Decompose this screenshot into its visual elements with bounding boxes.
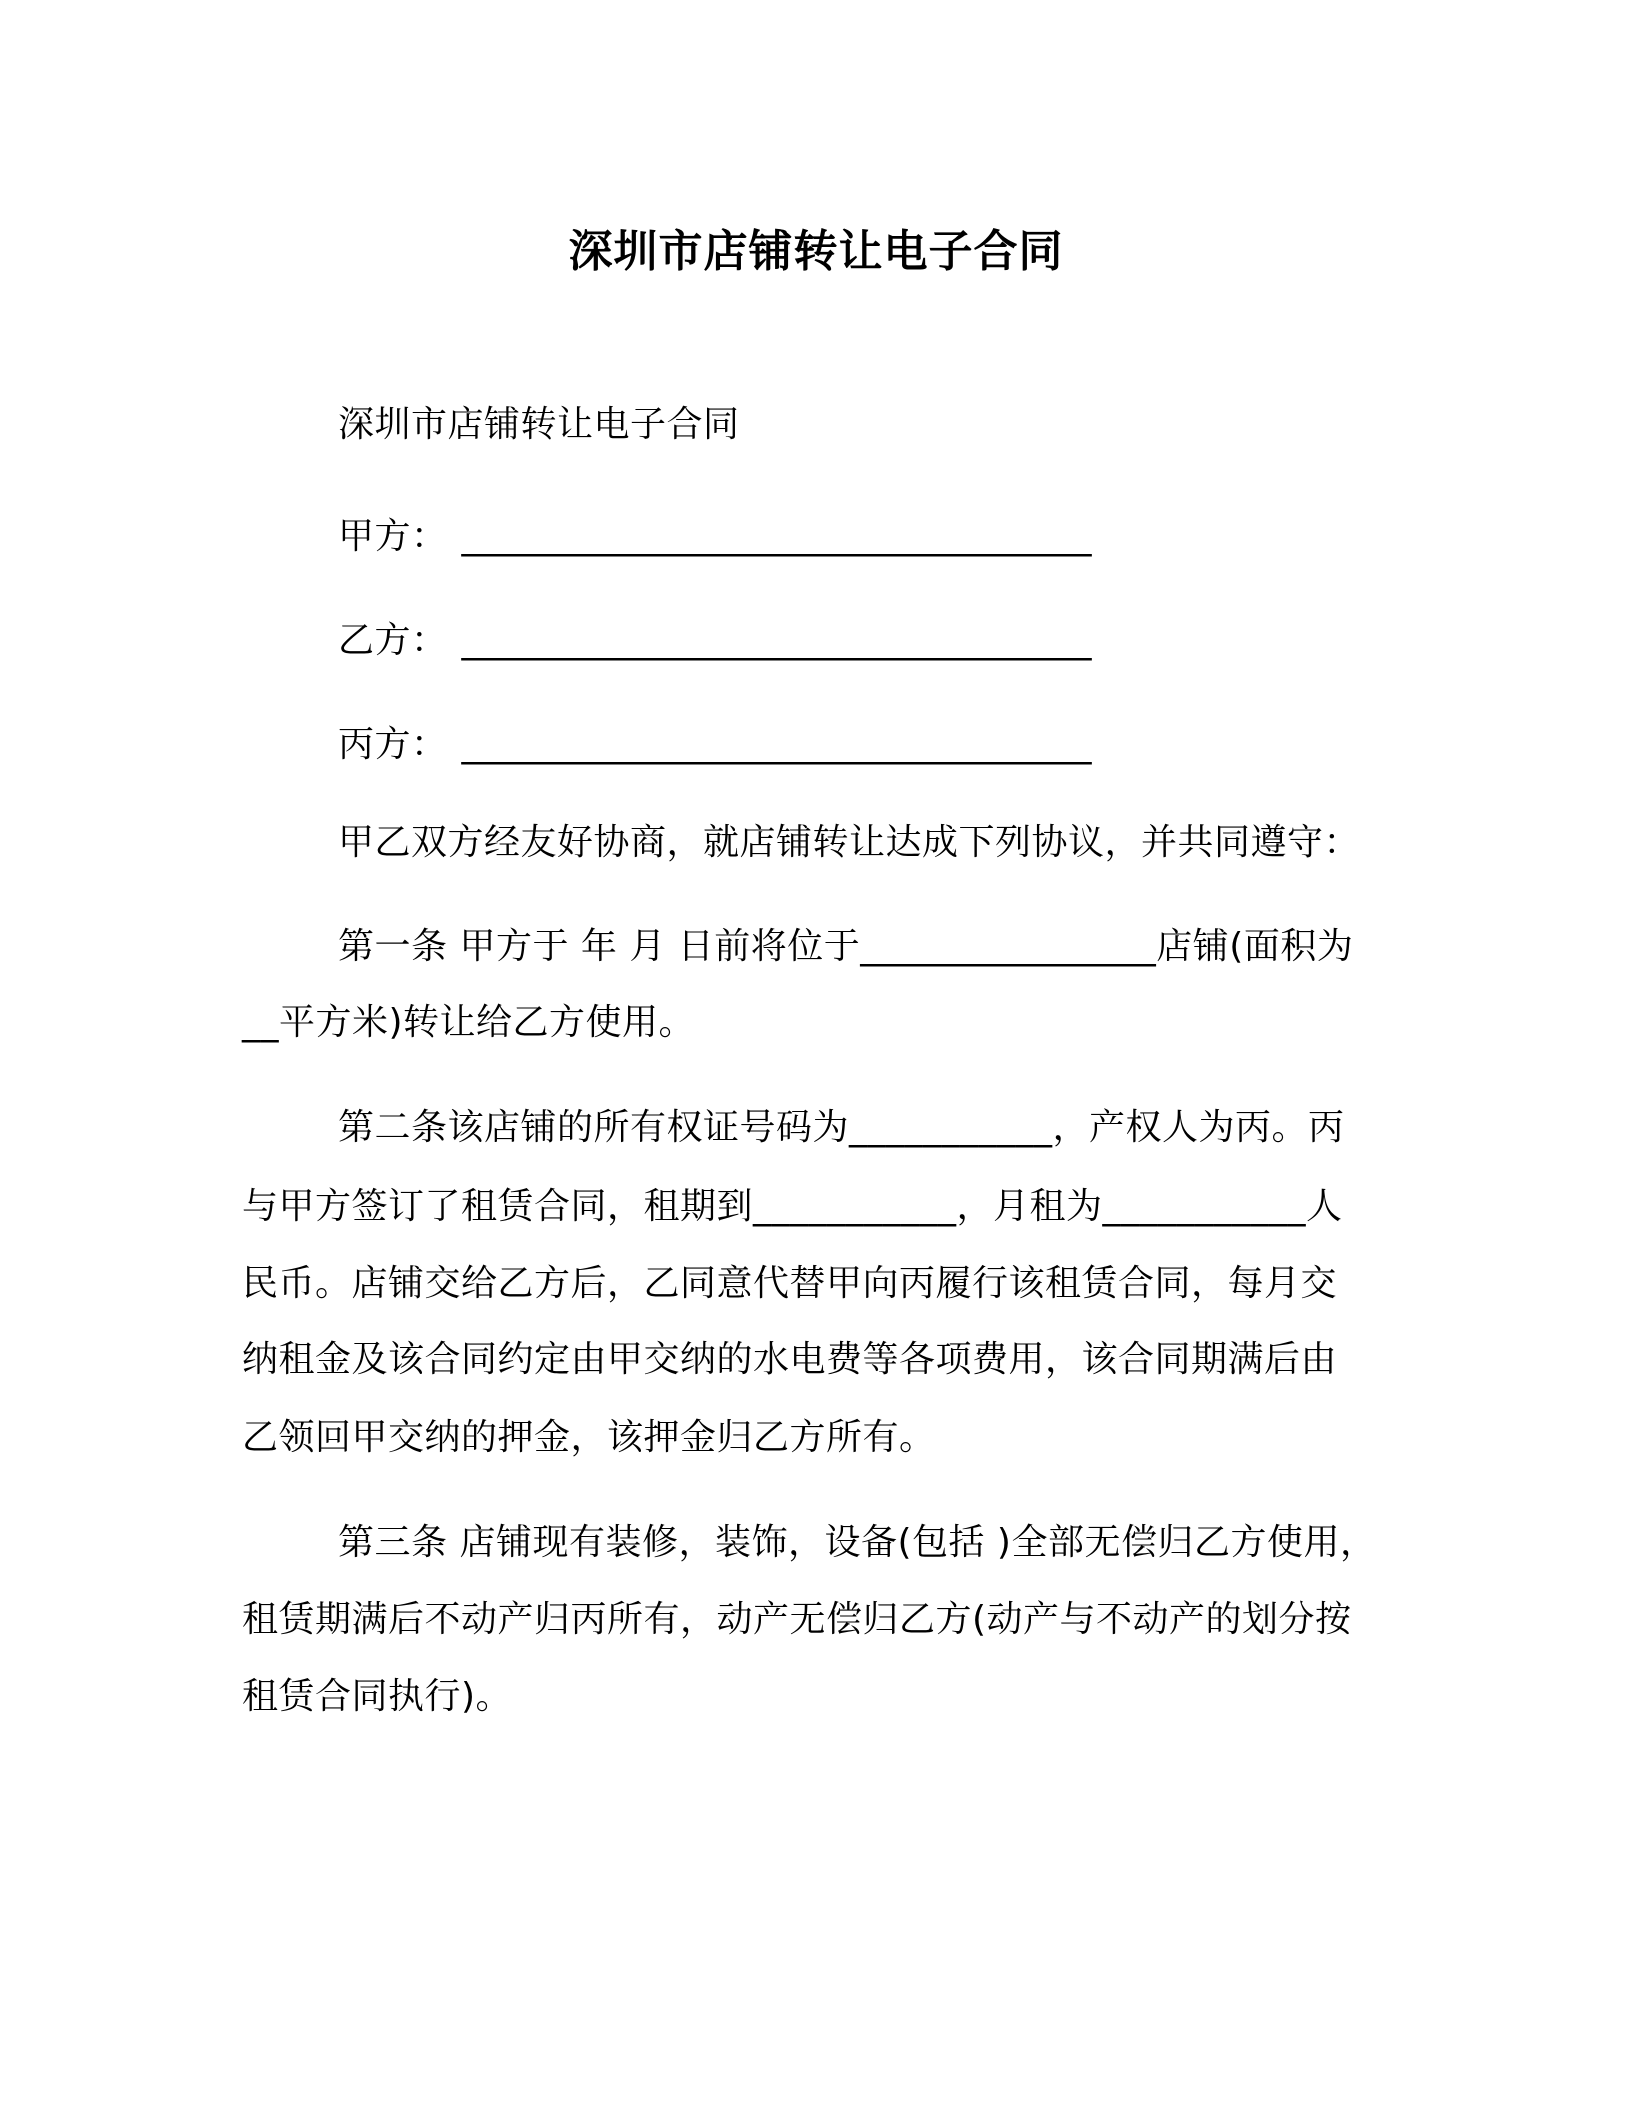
article-3-line: 第三条 店铺现有装修，装饰，设备(包括 )全部无偿归乙方使用， — [338, 1522, 1377, 1563]
article-2-line: 乙领回甲交纳的押金，该押金归乙方所有。 — [242, 1417, 936, 1458]
article-1-line: __平方米)转让给乙方使用。 — [242, 1002, 696, 1043]
party-a-blank: ___________________________________ — [461, 516, 1092, 557]
article-2-line: 第二条该店铺的所有权证号码为___________，产权人为丙。丙 — [338, 1107, 1345, 1148]
party-b-line — [338, 617, 1092, 665]
party-a-line — [338, 513, 1092, 561]
article-3-line: 租赁期满后不动产归丙所有，动产无偿归乙方(动产与不动产的划分按 — [242, 1599, 1352, 1640]
party-b-blank: ___________________________________ — [461, 620, 1092, 661]
party-a-label: 甲方： — [338, 516, 448, 557]
article-2-line: 纳租金及该合同约定由甲交纳的水电费等各项费用，该合同期满后由 — [242, 1339, 1338, 1380]
article-2-line: 民币。店铺交给乙方后，乙同意代替甲向丙履行该租赁合同，每月交 — [242, 1263, 1338, 1304]
article-1-line: 第一条 甲方于 年 月 日前将位于________________店铺(面积为 — [338, 926, 1354, 967]
party-b-label: 乙方： — [338, 620, 448, 661]
document-subtitle: 深圳市店铺转让电子合同 — [338, 404, 740, 445]
party-c-blank: ___________________________________ — [461, 724, 1092, 765]
document-title: 深圳市店铺转让电子合同 — [568, 226, 1064, 277]
party-c-line — [338, 721, 1092, 769]
article-2-line: 与甲方签订了租赁合同，租期到___________，月租为___________人 — [242, 1186, 1343, 1227]
article-3-line: 租赁合同执行)。 — [242, 1676, 513, 1717]
party-c-label: 丙方： — [338, 724, 448, 765]
intro-paragraph: 甲乙双方经友好协商，就店铺转让达成下列协议，并共同遵守： — [338, 822, 1361, 863]
